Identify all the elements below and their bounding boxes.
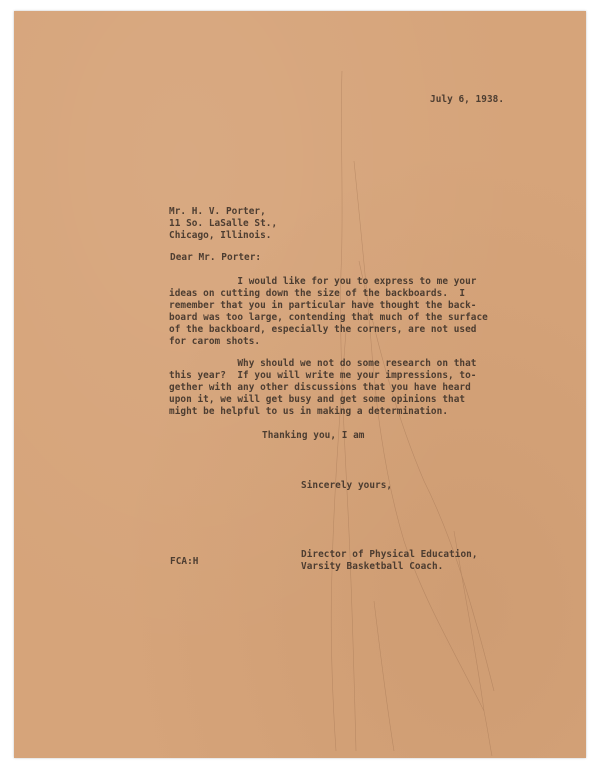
paragraph-2-line-4: upon it, we will get busy and get some opinions that xyxy=(169,394,466,405)
paragraph-1-line-4: board was too large, contending that much of the surface xyxy=(169,312,488,323)
paragraph-1-line-3: remember that you in particular have thought the back- xyxy=(169,300,477,311)
signature-title-line-2: Varsity Basketball Coach. xyxy=(301,561,444,572)
paragraph-2-line-3: gether with any other discussions that you have heard xyxy=(169,382,471,393)
letter-date: July 6, 1938. xyxy=(430,94,505,105)
letter-paper xyxy=(14,11,586,758)
paragraph-1-line-2: ideas on cutting down the size of the backboards. I xyxy=(169,288,466,299)
paragraph-1-line-5: of the backboard, especially the corners, are not used xyxy=(169,324,477,335)
paragraph-1-line-1: I would like for you to express to me your xyxy=(169,276,477,287)
recipient-line-1: Mr. H. V. Porter, xyxy=(169,206,266,217)
recipient-line-2: 11 So. LaSalle St., xyxy=(169,218,278,229)
paragraph-1-line-6: for carom shots. xyxy=(169,336,261,347)
thanks-line: Thanking you, I am xyxy=(262,430,365,441)
paragraph-2-line-2: this year? If you will write me your impressions, to- xyxy=(169,370,477,381)
paragraph-2-line-1: Why should we not do some research on that xyxy=(169,358,477,369)
paragraph-2-line-5: might be helpful to us in making a determination. xyxy=(169,406,449,417)
closing: Sincerely yours, xyxy=(301,480,393,491)
recipient-line-3: Chicago, Illinois. xyxy=(169,230,272,241)
salutation: Dear Mr. Porter: xyxy=(170,252,262,263)
signature-title-line-1: Director of Physical Education, xyxy=(301,549,478,560)
typist-initials: FCA:H xyxy=(170,556,199,567)
